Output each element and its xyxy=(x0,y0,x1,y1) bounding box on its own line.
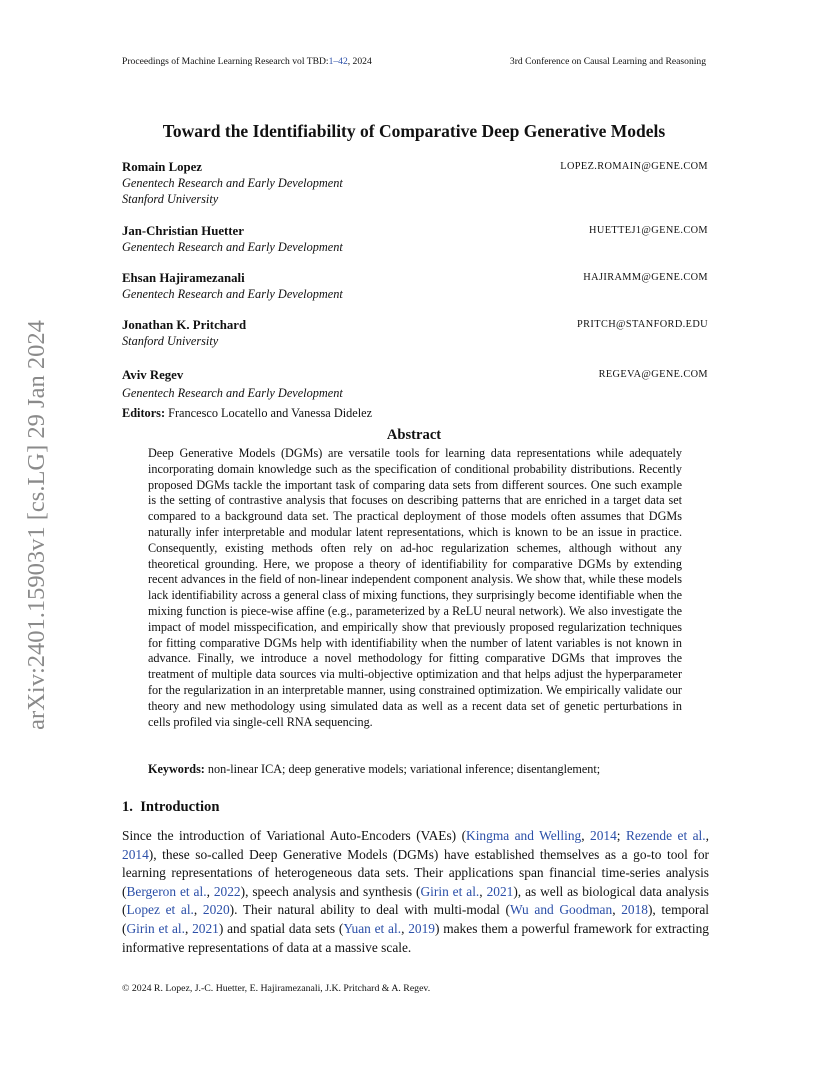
author-affiliation: Genentech Research and Early Development xyxy=(122,386,343,400)
author-affiliation: Genentech Research and Early Development xyxy=(122,240,343,254)
author-email: PRITCH@STANFORD.EDU xyxy=(577,319,708,330)
citation-link[interactable]: Wu and Goodman xyxy=(509,902,613,918)
citation-year-link[interactable]: 2019 xyxy=(408,920,435,936)
author-affiliation: Genentech Research and Early Development xyxy=(122,176,343,190)
author-email: HAJIRAMM@GENE.COM xyxy=(583,272,708,283)
citation-year-link[interactable]: 2022 xyxy=(213,883,241,899)
citation-year-link[interactable]: 2018 xyxy=(621,902,648,918)
author-name: Romain Lopez xyxy=(122,160,202,174)
author-email: REGEVA@GENE.COM xyxy=(598,369,708,380)
author-email: HUETTEJ1@GENE.COM xyxy=(589,225,708,236)
section-heading: 1. Introduction xyxy=(122,799,220,815)
editors-line: Editors: Francesco Locatello and Vanessa Didelez xyxy=(122,406,373,420)
author-affiliation: Stanford University xyxy=(122,334,219,348)
author-affiliation: Stanford University xyxy=(122,192,219,206)
abstract-heading: Abstract xyxy=(386,427,442,443)
citation-link[interactable]: Girin et al. xyxy=(420,883,480,899)
intro-paragraph: Since the introduction of Variational Auto-Encoders (VAEs) (Kingma and Welling, 2014; Rezende et al., 2014), these so-called Deep Generative Models (DGMs) have established themselves as a go-to tool for learning representations of heterogeneous data sets. Their applications span financial time-series analysis (Bergeron et al., 2022), speech analysis and synthesis (Girin et al., 2021), as well as biological data analysis (Lopez et al., 2020). Their natural ability to deal with multi-modal (Wu and Goodman, 2018), temporal (Girin et al., 2021) and spatial data sets (Yuan et al., 2019) makes them a powerful framework for extracting informative representations of data at a massive scale. xyxy=(122,828,710,955)
citation-link[interactable]: Rezende et al. xyxy=(625,828,706,843)
keywords-line: Keywords: non-linear ICA; deep generative models; variational inference; disentanglement; xyxy=(148,762,601,776)
running-header-right: 3rd Conference on Causal Learning and Reasoning xyxy=(509,56,706,67)
author-block xyxy=(122,270,708,302)
author-block xyxy=(122,317,708,349)
author-name: Jan-Christian Huetter xyxy=(122,224,244,238)
citation-link[interactable]: Yuan et al. xyxy=(343,920,402,936)
author-block xyxy=(122,367,708,401)
citation-link[interactable]: Bergeron et al. xyxy=(126,883,207,899)
citation-year-link[interactable]: 2021 xyxy=(486,883,514,899)
citation-year-link[interactable]: 2014 xyxy=(122,846,149,862)
paper-title: Toward the Identifiability of Comparative Deep Generative Models xyxy=(162,121,666,141)
copyright-footer: © 2024 R. Lopez, J.-C. Huetter, E. Hajiramezanali, J.K. Pritchard & A. Regev. xyxy=(122,983,431,994)
author-block xyxy=(122,223,708,255)
citation-year-link[interactable]: 2021 xyxy=(192,920,219,936)
author-block xyxy=(122,159,708,207)
citation-year-link[interactable]: 2014 xyxy=(590,828,617,843)
citation-link[interactable]: Girin et al. xyxy=(126,920,185,936)
author-affiliation: Genentech Research and Early Development xyxy=(122,287,343,301)
citation-link[interactable]: Kingma and Welling xyxy=(466,828,582,843)
abstract-text: Deep Generative Models (DGMs) are versatile tools for learning data representations while adequately incorporating domain knowledge such as the specification of conditional probability distributions. Recently proposed DGMs tackle the important task of comparing data sets from different sources. One such example is the setting of contrastive analysis that focuses on describing patterns that are enriched in a target data set compared to a background data set. The practical deployment of those models often assumes that DGMs naturally infer interpretable and modular latent representations, which is known to be an issue in practice. Consequently, existing methods often rely on ad-hoc regularization schemes, although without any theoretical grounding. Here, we propose a theory of identifiability for comparative DGMs by extending recent advances in the field of non-linear independent component analysis. We show that, while these models lack identifiability across a general class of mixing functions, they surprisingly become identifiable when the mixing function is piece-wise affine (e.g., parameterized by a ReLU neural network). We also investigate the impact of model misspecification, and empirically show that previously proposed regularization techniques for fitting comparative DGMs help with identifiability when the number of latent variables is not known in advance. Finally, we introduce a novel methodology for fitting comparative DGMs that improves the treatment of multiple data sources via multi-objective optimization and that helps adjust the hyperparameter for the regularization in an interpretable manner, using constrained optimization. We empirically validate our theory and new methodology using simulated data as well as a recent data set of genetic perturbations in cells profiled via single-cell RNA sequencing. xyxy=(148,446,682,729)
running-header-left: Proceedings of Machine Learning Research vol TBD:1–42, 2024 xyxy=(122,56,372,67)
page-range-link[interactable]: 1–42 xyxy=(328,56,348,67)
citation-link[interactable]: Lopez et al. xyxy=(126,902,194,918)
author-name: Aviv Regev xyxy=(122,368,184,382)
author-name: Jonathan K. Pritchard xyxy=(122,318,247,332)
author-email: LOPEZ.ROMAIN@GENE.COM xyxy=(560,161,708,172)
citation-year-link[interactable]: 2020 xyxy=(202,902,230,918)
author-name: Ehsan Hajiramezanali xyxy=(122,271,245,285)
